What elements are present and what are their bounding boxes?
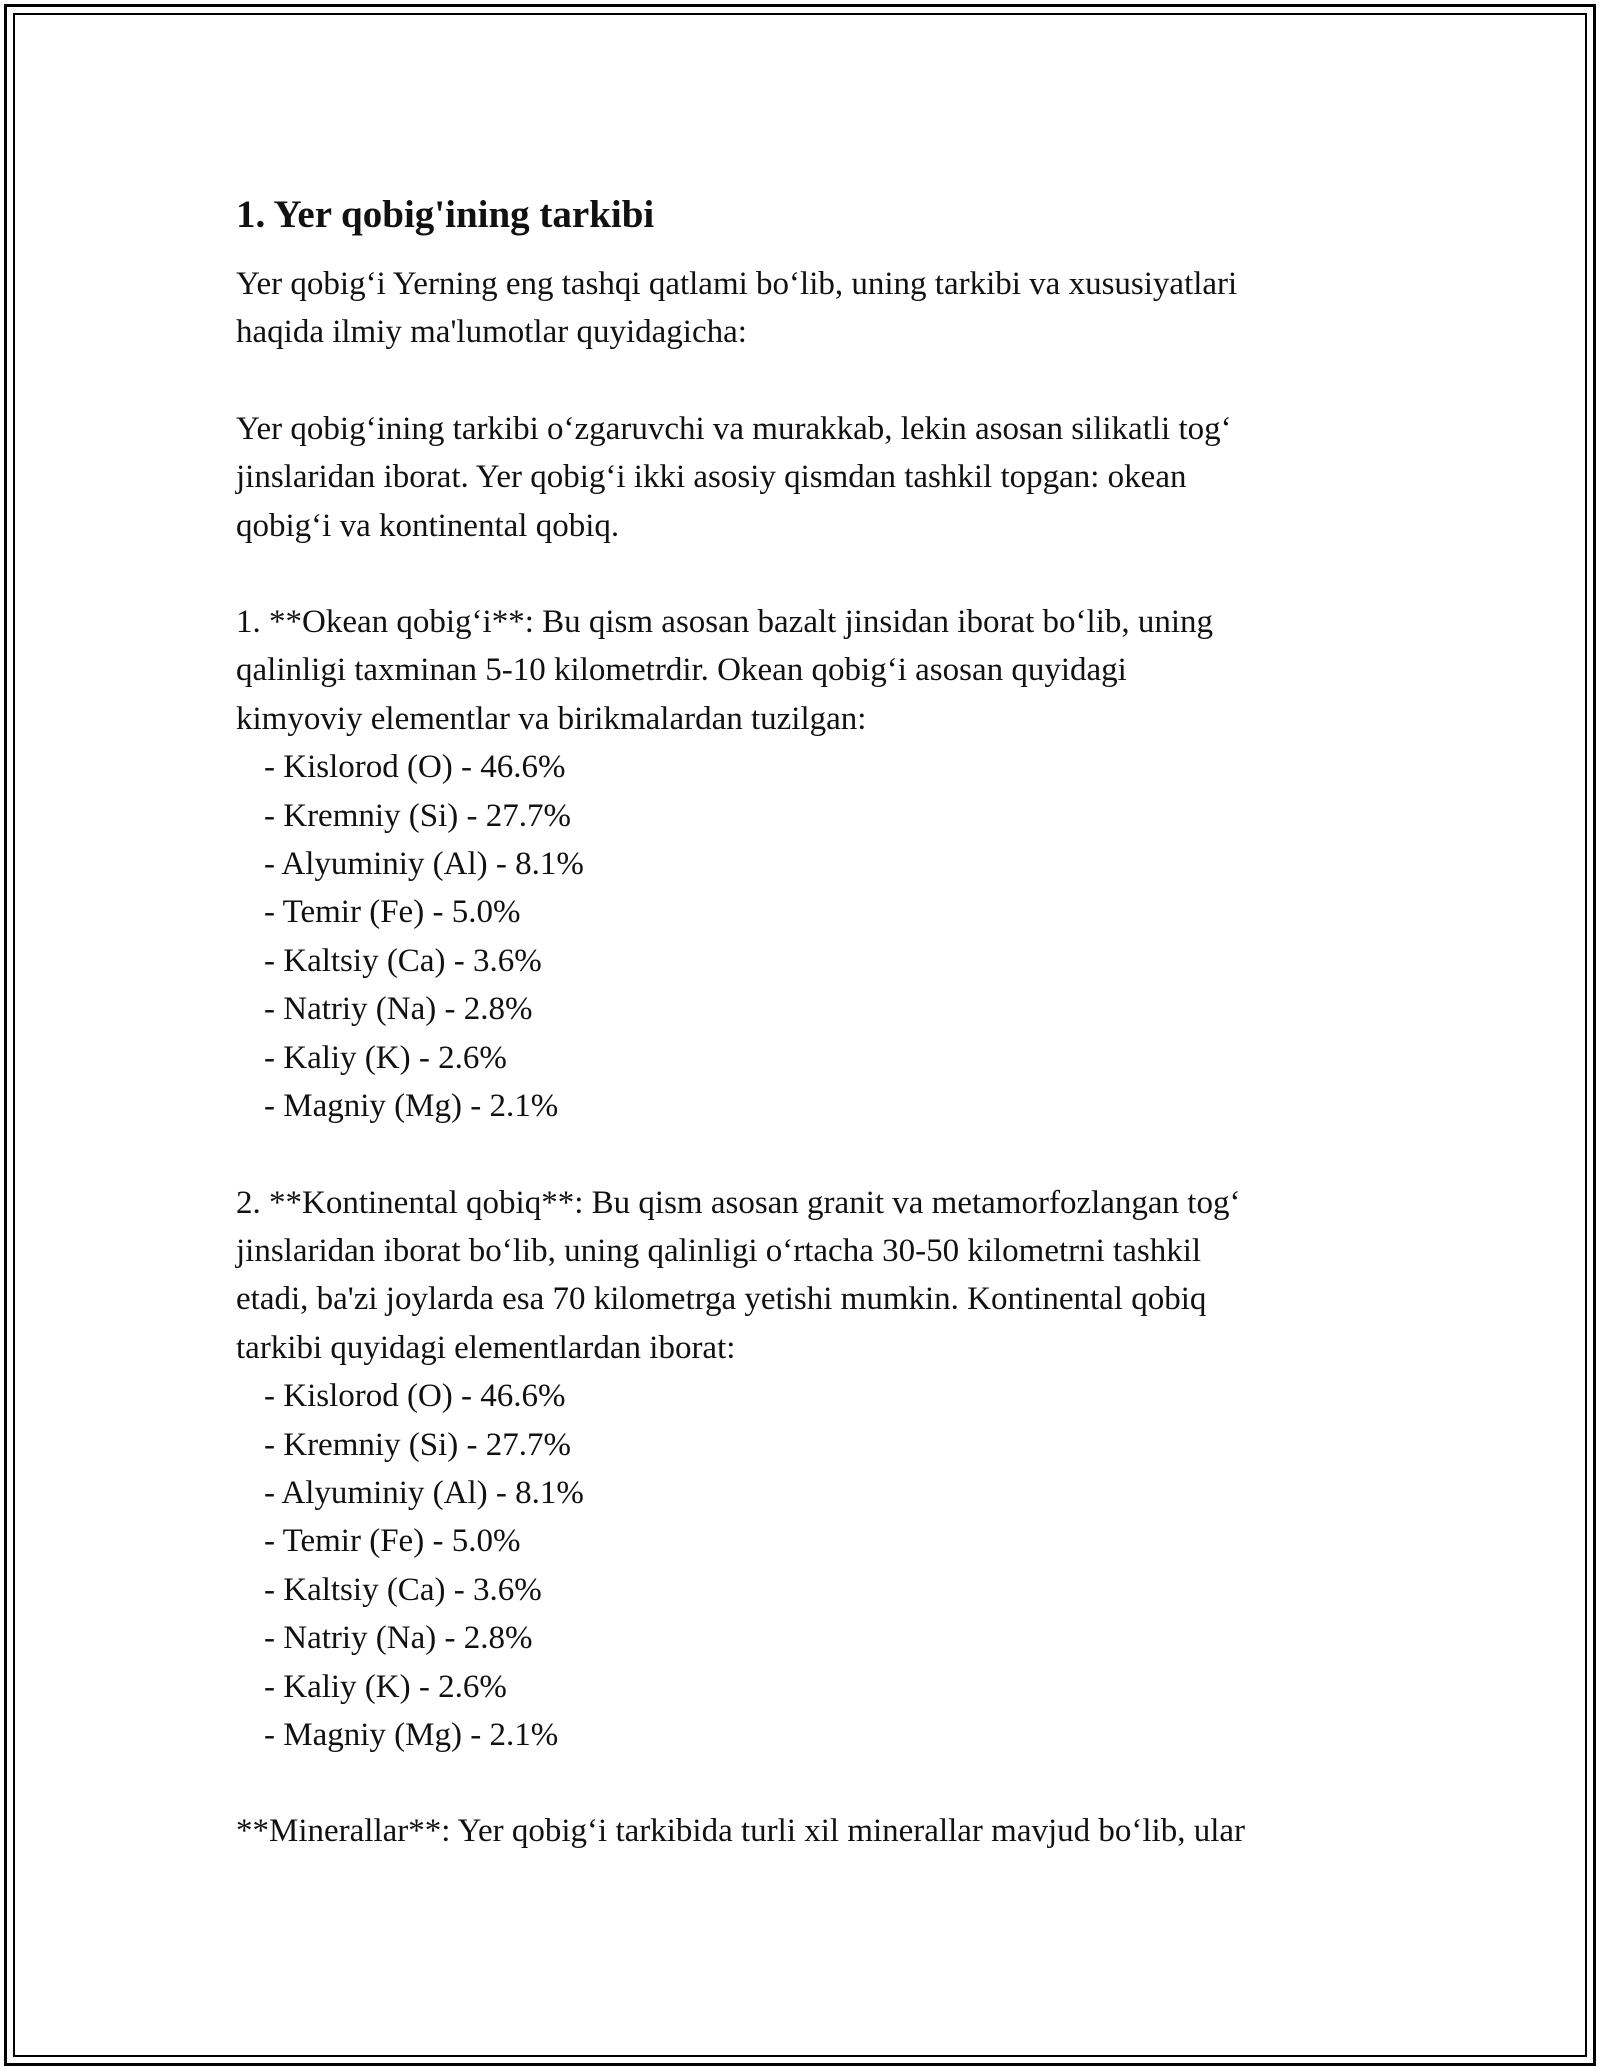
list-item: - Temir (Fe) - 5.0%	[264, 894, 521, 931]
spacer	[236, 550, 1416, 598]
spacer	[236, 1131, 1416, 1179]
list-item: - Temir (Fe) - 5.0%	[264, 1523, 521, 1560]
list-item: - Natriy (Na) - 2.8%	[264, 991, 533, 1028]
continental-crust-paragraph: 2. **Kontinental qobiq**: Bu qism asosan granit va metamorfozlangan tog‘ jinslaridan iborat bo‘lib, uning qalinligi o‘rtacha 30-50 kilometrni tashkil etadi, ba'zi joylarda esa 70 kilometrga yetishi mumkin. Kontinental qobiq tarkibi quyidagi elementlardan iborat:	[236, 1184, 1241, 1366]
list-item: - Kislorod (O) - 46.6%	[264, 749, 566, 786]
spacer	[236, 240, 1416, 260]
list-item: - Kremniy (Si) - 27.7%	[264, 1426, 572, 1463]
intro-paragraph: Yer qobig‘i Yerning eng tashqi qatlami bo‘lib, uning tarkibi va xususiyatlari haqida ilmiy ma'lumotlar quyidagicha:	[236, 266, 1238, 351]
list-item: - Alyuminiy (Al) - 8.1%	[264, 846, 584, 883]
list-item: - Alyuminiy (Al) - 8.1%	[264, 1474, 584, 1511]
list-item: - Kaliy (K) - 2.6%	[264, 1039, 507, 1076]
section-heading: 1. Yer qobig'ining tarkibi	[236, 193, 655, 236]
list-item: - Kaliy (K) - 2.6%	[264, 1668, 507, 1705]
ocean-crust-paragraph: 1. **Okean qobig‘i**: Bu qism asosan bazalt jinsidan iborat bo‘lib, uning qalinligi taxminan 5-10 kilometrdir. Okean qobig‘i asosan quyidagi kimyoviy elementlar va birikmalardan tuzilgan:	[236, 604, 1214, 737]
list-item: - Kaltsiy (Ca) - 3.6%	[264, 942, 542, 979]
list-item: - Kaltsiy (Ca) - 3.6%	[264, 1571, 542, 1608]
ocean-elements-list	[236, 743, 1416, 1130]
composition-paragraph: Yer qobig‘ining tarkibi o‘zgaruvchi va murakkab, lekin asosan silikatli tog‘ jinslaridan iborat. Yer qobig‘i ikki asosiy qismdan tashkil topgan: okean qobig‘i va kontinental qobiq.	[236, 410, 1232, 544]
list-item: - Magniy (Mg) - 2.1%	[264, 1088, 559, 1125]
document-body	[236, 190, 1416, 1856]
list-item: - Magniy (Mg) - 2.1%	[264, 1716, 559, 1753]
list-item: - Kislorod (O) - 46.6%	[264, 1378, 566, 1415]
minerals-paragraph: **Minerallar**: Yer qobig‘i tarkibida turli xil minerallar mavjud bo‘lib, ular	[236, 1813, 1246, 1850]
list-item: - Natriy (Na) - 2.8%	[264, 1620, 533, 1657]
list-item: - Kremniy (Si) - 27.7%	[264, 797, 572, 834]
spacer	[236, 1759, 1416, 1807]
spacer	[236, 357, 1416, 405]
continental-elements-list	[236, 1372, 1416, 1759]
